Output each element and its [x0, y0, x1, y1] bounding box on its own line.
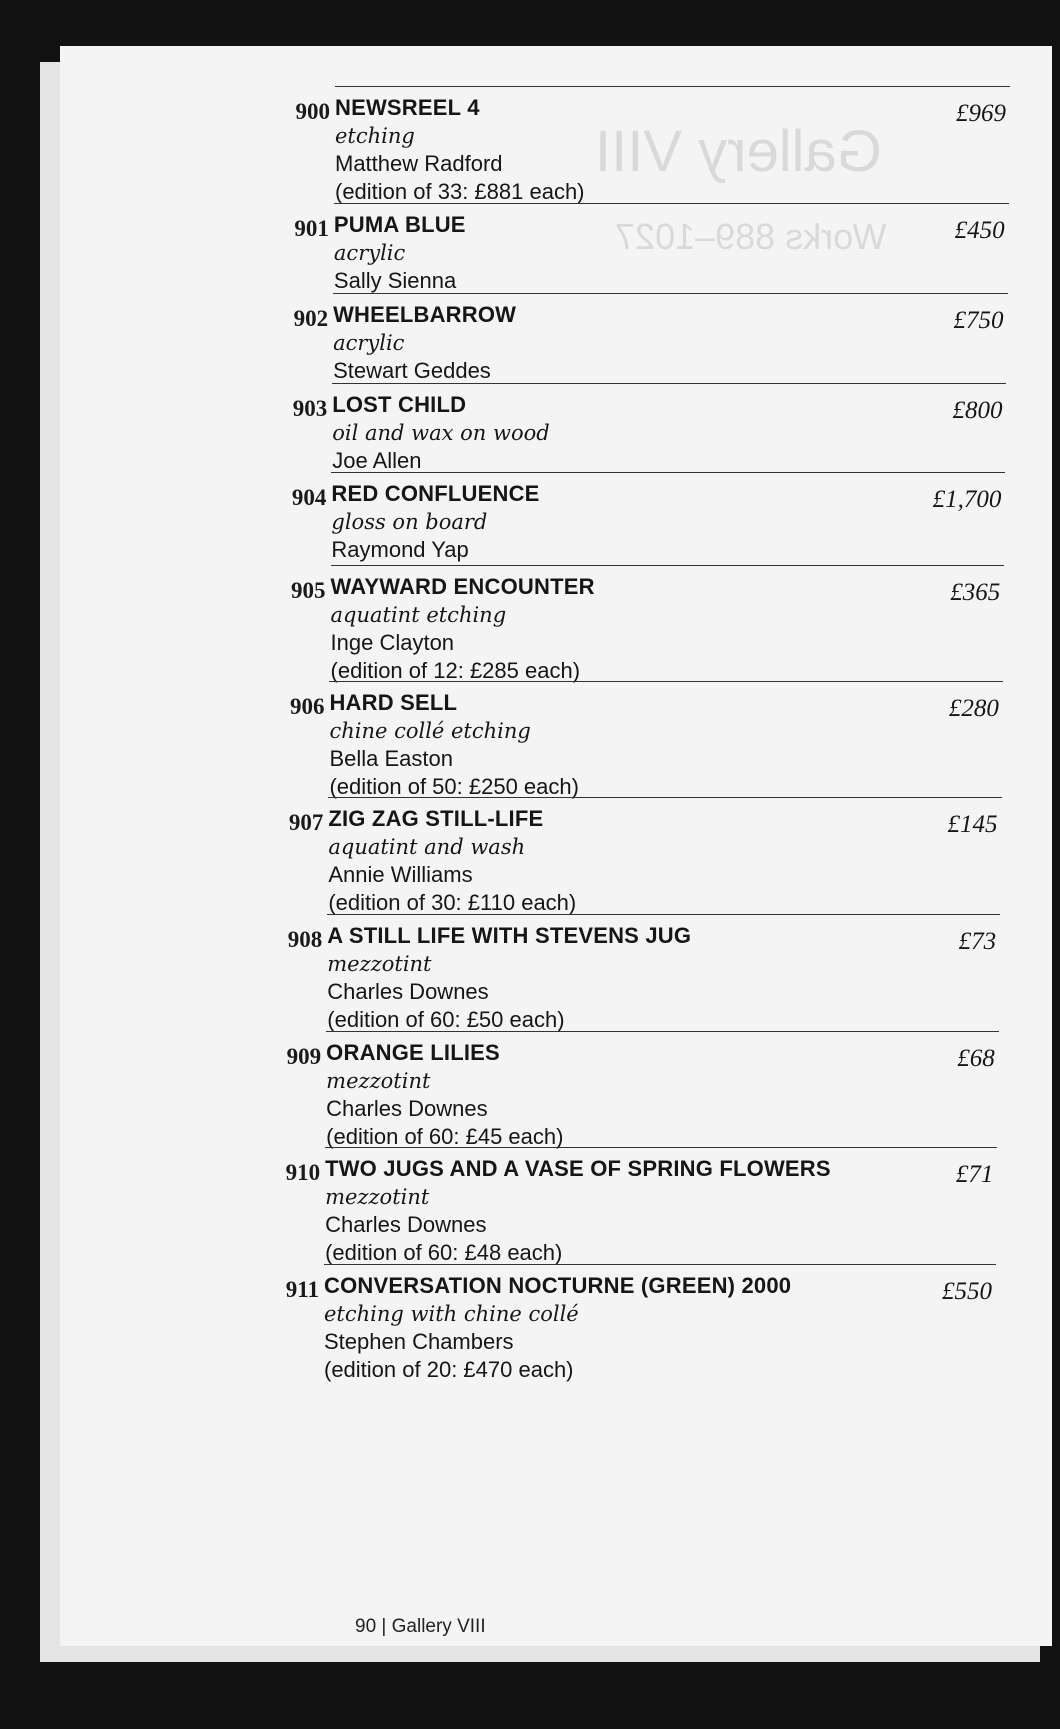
- divider: [334, 203, 1009, 204]
- work-title: NEWSREEL 4: [335, 95, 480, 120]
- work-artist: Matthew Radford: [335, 151, 503, 176]
- work-number: 905: [291, 578, 326, 603]
- work-artist: Charles Downes: [325, 1212, 487, 1237]
- work-artist: Charles Downes: [327, 979, 489, 1004]
- work-medium: gloss on board: [331, 510, 488, 534]
- work-medium: oil and wax on wood: [332, 421, 550, 445]
- work-medium: aquatint and wash: [328, 835, 526, 859]
- work-title: ZIG ZAG STILL-LIFE: [328, 806, 544, 831]
- work-title: A STILL LIFE WITH STEVENS JUG: [327, 923, 692, 948]
- divider: [328, 797, 1001, 798]
- work-number: 907: [288, 810, 324, 835]
- work-title: WAYWARD ENCOUNTER: [330, 574, 595, 599]
- work-price: £145: [947, 811, 998, 838]
- work-medium: acrylic: [333, 331, 405, 355]
- work-number: 903: [292, 396, 328, 421]
- work-title: WHEELBARROW: [333, 302, 517, 327]
- work-price: £71: [955, 1161, 994, 1188]
- work-number: 909: [286, 1044, 322, 1069]
- work-price: £73: [958, 928, 997, 955]
- divider: [333, 293, 1007, 294]
- work-title: HARD SELL: [329, 690, 458, 715]
- work-title: RED CONFLUENCE: [331, 481, 540, 506]
- work-edition: (edition of 60: £50 each): [327, 1007, 565, 1032]
- work-title: ORANGE LILIES: [326, 1040, 500, 1065]
- work-number: 904: [291, 485, 327, 510]
- work-price: £750: [953, 307, 1004, 334]
- work-artist: Raymond Yap: [331, 537, 469, 562]
- divider: [327, 914, 1000, 915]
- work-number: 900: [295, 99, 330, 124]
- work-artist: Joe Allen: [332, 448, 422, 473]
- work-edition: (edition of 12: £285 each): [330, 658, 581, 683]
- work-edition: (edition of 30: £110 each): [328, 890, 577, 915]
- work-number: 910: [285, 1160, 321, 1185]
- work-edition: (edition of 60: £45 each): [326, 1124, 564, 1149]
- work-price: £68: [957, 1045, 995, 1072]
- show-through-subheading: Works 889–1027: [615, 216, 887, 257]
- divider: [329, 681, 1002, 682]
- work-number: 906: [289, 694, 325, 719]
- divider: [324, 1264, 996, 1265]
- work-medium: etching with chine collé: [324, 1302, 579, 1326]
- work-title: LOST CHILD: [332, 392, 467, 417]
- divider: [332, 383, 1006, 384]
- divider: [325, 1147, 997, 1148]
- work-number: 901: [294, 216, 329, 241]
- divider: [326, 1031, 999, 1032]
- work-artist: Stewart Geddes: [333, 358, 491, 383]
- work-medium: mezzotint: [325, 1185, 430, 1209]
- work-number: 902: [293, 306, 329, 331]
- work-artist: Inge Clayton: [330, 630, 455, 655]
- work-price: £280: [948, 695, 999, 722]
- page-footer: 90 | Gallery VIII: [355, 1616, 486, 1637]
- work-number: 911: [285, 1277, 319, 1302]
- show-through-heading: Gallery VIII: [595, 119, 882, 184]
- work-price: £1,700: [932, 486, 1002, 513]
- work-price: £550: [942, 1278, 992, 1305]
- work-artist: Stephen Chambers: [324, 1329, 514, 1354]
- catalogue-page: [60, 46, 1052, 1646]
- work-medium: mezzotint: [326, 1069, 431, 1093]
- work-medium: acrylic: [333, 241, 406, 265]
- divider: [335, 86, 1010, 87]
- work-medium: aquatint etching: [330, 603, 507, 627]
- work-medium: chine collé etching: [329, 719, 531, 743]
- work-artist: Bella Easton: [329, 746, 453, 771]
- work-artist: Annie Williams: [328, 862, 473, 887]
- work-price: £450: [954, 217, 1005, 244]
- work-edition: (edition of 20: £470 each): [324, 1357, 574, 1382]
- work-medium: etching: [335, 124, 415, 148]
- work-medium: mezzotint: [327, 952, 432, 976]
- work-artist: Charles Downes: [326, 1096, 488, 1121]
- work-price: £800: [952, 397, 1003, 424]
- work-edition: (edition of 50: £250 each): [329, 774, 579, 799]
- divider: [331, 472, 1005, 473]
- work-number: 908: [287, 927, 323, 952]
- work-title: CONVERSATION NOCTURNE (GREEN) 2000: [324, 1273, 792, 1298]
- work-edition: (edition of 60: £48 each): [325, 1240, 563, 1265]
- work-title: TWO JUGS AND A VASE OF SPRING FLOWERS: [325, 1156, 831, 1181]
- work-artist: Sally Sienna: [333, 268, 457, 293]
- work-title: PUMA BLUE: [333, 212, 466, 237]
- work-price: £969: [956, 100, 1006, 127]
- work-price: £365: [950, 579, 1001, 606]
- divider: [331, 565, 1005, 566]
- work-edition: (edition of 33: £881 each): [335, 179, 585, 204]
